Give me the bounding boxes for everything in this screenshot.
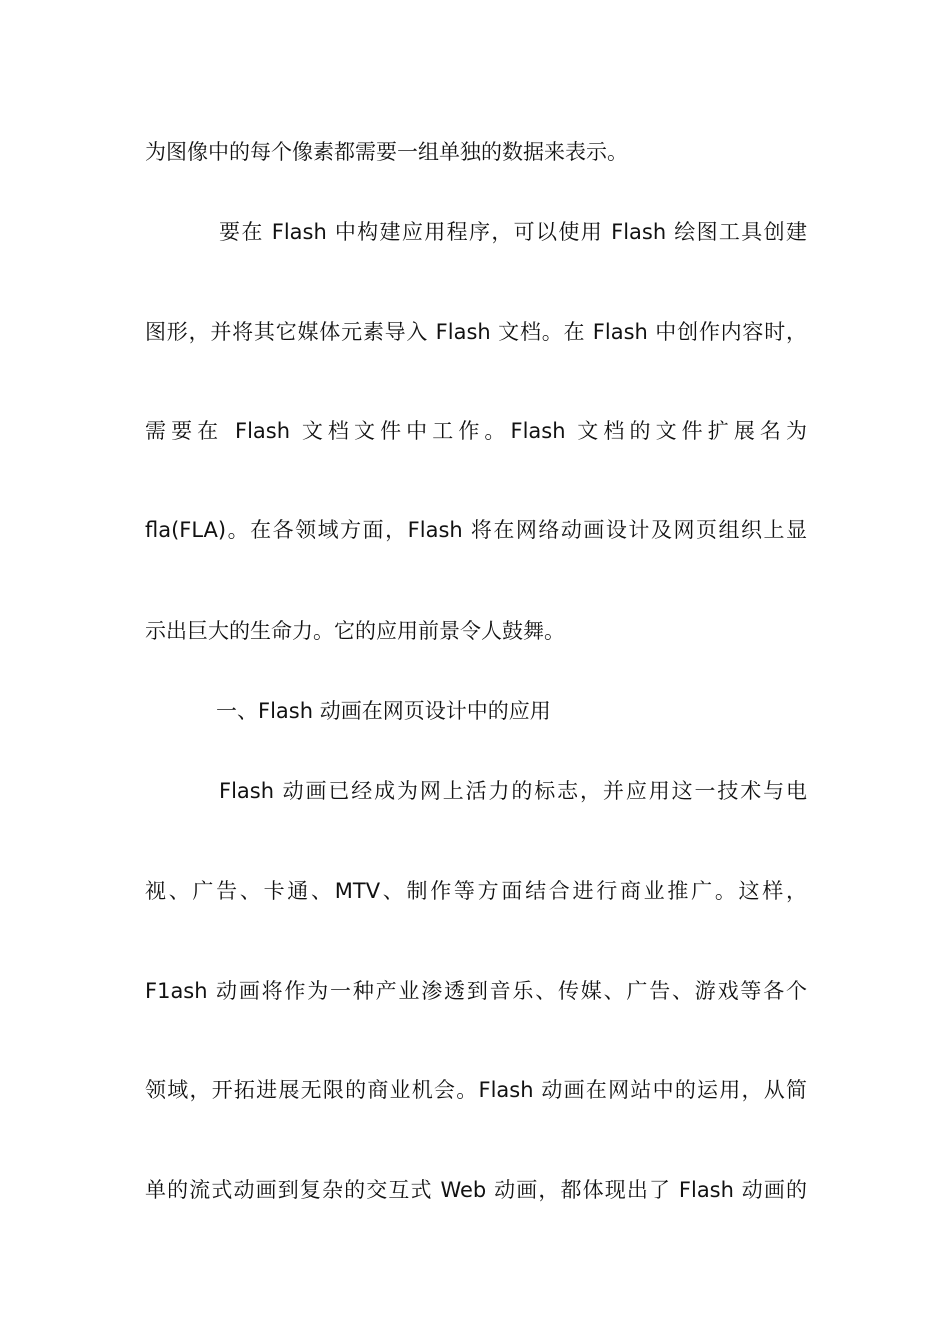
paragraph-line-5: fla(FLA)。在各领域方面，Flash 将在网络动画设计及网页组织上显 xyxy=(145,518,807,542)
paragraph-line-2: 要在 Flash 中构建应用程序，可以使用 Flash 绘图工具创建 xyxy=(219,220,807,244)
paragraph-line-4: 需要在 Flash 文档文件中工作。Flash 文档的文件扩展名为 xyxy=(145,419,807,443)
paragraph-line-11: 领域，开拓进展无限的商业机会。Flash 动画在网站中的运用，从简 xyxy=(145,1078,807,1102)
paragraph-line-10: F1ash 动画将作为一种产业渗透到音乐、传媒、广告、游戏等各个 xyxy=(145,979,807,1003)
paragraph-line-12: 单的流式动画到复杂的交互式 Web 动画，都体现出了 Flash 动画的 xyxy=(145,1178,807,1202)
paragraph-line-9: 视、广告、卡通、MTV、制作等方面结合进行商业推广。这样， xyxy=(145,879,807,903)
paragraph-line-1: 为图像中的每个像素都需要一组单独的数据来表示。 xyxy=(145,140,628,164)
paragraph-line-8: Flash 动画已经成为网上活力的标志，并应用这一技术与电 xyxy=(219,779,807,803)
section-heading: 一、Flash 动画在网页设计中的应用 xyxy=(216,699,551,723)
paragraph-line-3: 图形，并将其它媒体元素导入 Flash 文档。在 Flash 中创作内容时， xyxy=(145,320,807,344)
paragraph-line-6: 示出巨大的生命力。它的应用前景令人鼓舞。 xyxy=(145,619,565,643)
